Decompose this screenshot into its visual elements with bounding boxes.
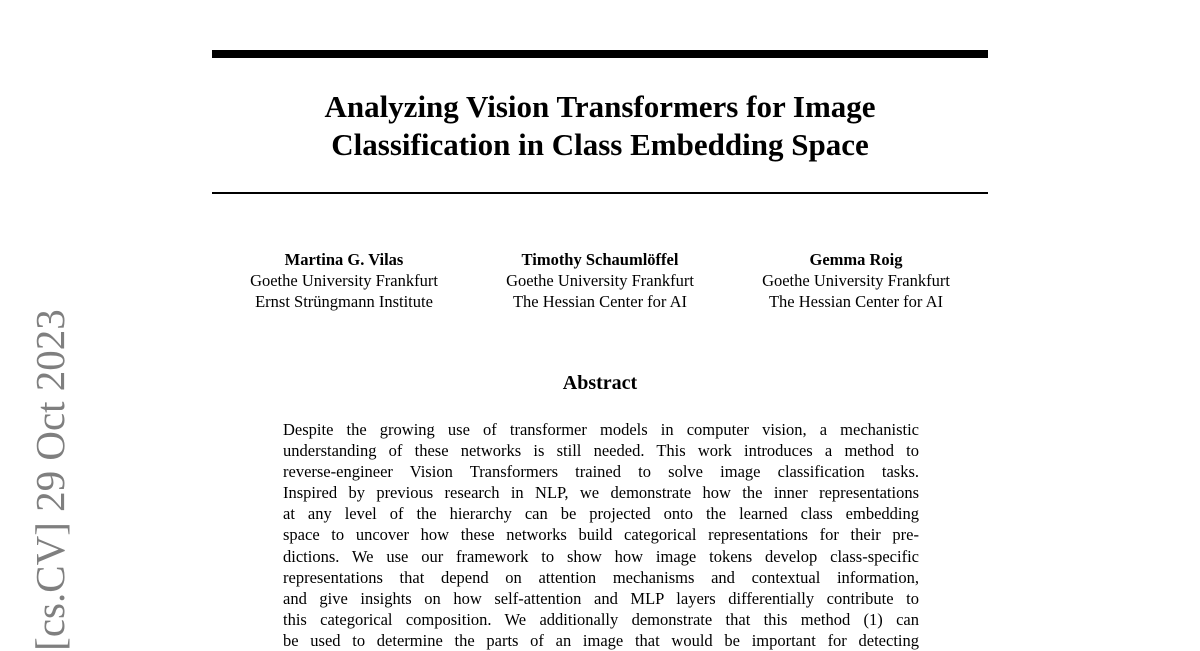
- abstract-line: dictions. We use our framework to show how image tokens develop class-specific: [283, 546, 919, 566]
- top-rule: [212, 50, 988, 58]
- abstract-line: and give insights on how self-attention and MLP layers differentially contribute to: [283, 588, 919, 608]
- arxiv-side-stamp: [cs.CV] 29 Oct 2023: [27, 309, 73, 651]
- author-affiliation: Goethe University Frankfurt: [506, 271, 694, 290]
- author-block-1: [224, 249, 464, 312]
- author-name: Martina G. Vilas: [284, 250, 404, 269]
- author-affiliation: Goethe University Frankfurt: [250, 271, 438, 290]
- abstract-heading: Abstract: [562, 372, 638, 394]
- author-affiliation: Goethe University Frankfurt: [762, 271, 950, 290]
- abstract-line: Inspired by previous research in NLP, we demonstrate how the inner representations: [283, 483, 919, 503]
- author-name: Gemma Roig: [809, 250, 903, 269]
- author-name: Timothy Schaumlöffel: [521, 250, 679, 269]
- abstract-line: space to uncover how these networks build categorical representations for their pre-: [283, 525, 919, 545]
- author-block-3: [736, 249, 976, 312]
- paper-title: [212, 88, 988, 164]
- author-affiliation: The Hessian Center for AI: [768, 292, 944, 311]
- abstract-line: reverse-engineer Vision Transformers trained to solve image classification tasks.: [283, 462, 919, 482]
- title-bottom-rule: [212, 192, 988, 194]
- abstract-line: this categorical composition. We additionally demonstrate that this method (1) can: [283, 609, 919, 629]
- abstract-line: understanding of these networks is still needed. This work introduces a method to: [283, 441, 919, 461]
- title-line-2: Classification in Class Embedding Space: [331, 127, 869, 162]
- author-block-2: [480, 249, 720, 312]
- abstract-line: representations that depend on attention mechanisms and contextual information,: [283, 567, 919, 587]
- abstract-line: at any level of the hierarchy can be projected onto the learned class embedding: [283, 504, 919, 524]
- title-line-1: Analyzing Vision Transformers for Image: [324, 89, 876, 124]
- abstract-body: [283, 419, 919, 651]
- abstract-line: be used to determine the parts of an image that would be important for detecting: [283, 630, 919, 650]
- author-affiliation: Ernst Strüngmann Institute: [255, 292, 433, 311]
- author-affiliation: The Hessian Center for AI: [512, 292, 688, 311]
- abstract-line: Despite the growing use of transformer models in computer vision, a mechanistic: [283, 420, 919, 439]
